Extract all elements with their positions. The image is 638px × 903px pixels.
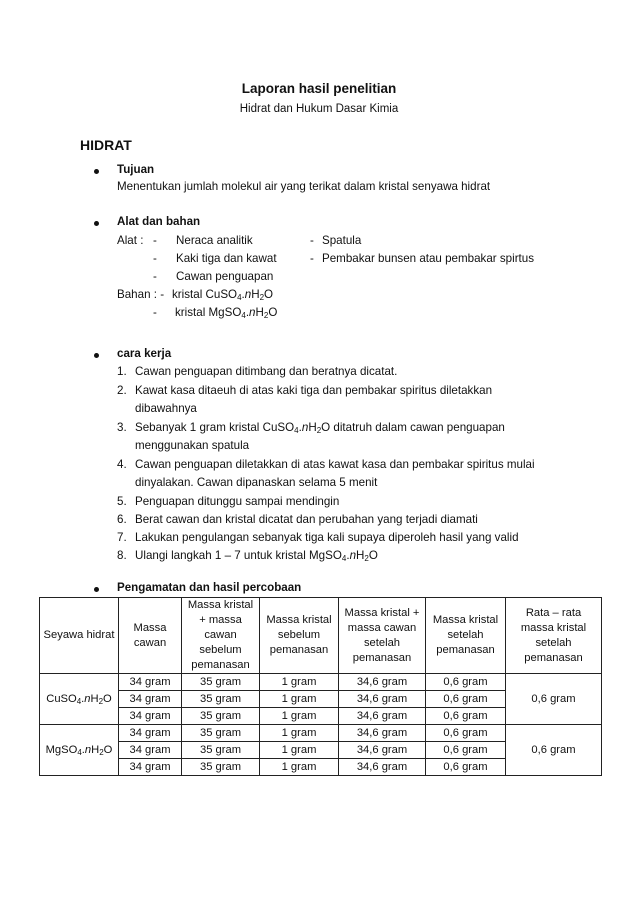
pengamatan-label: Pengamatan dan hasil percobaan xyxy=(117,581,302,594)
table-row xyxy=(40,725,602,742)
list-dash: - xyxy=(310,234,314,247)
bullet-icon xyxy=(94,587,99,592)
alat-item: Spatula xyxy=(322,234,362,247)
table-cell: 35 gram xyxy=(182,674,260,691)
table-cell: 1 gram xyxy=(260,759,339,776)
table-cell: 34 gram xyxy=(119,708,182,725)
average-cell: 0,6 gram xyxy=(506,674,602,725)
list-dash: - xyxy=(310,252,314,265)
list-dash: - xyxy=(153,270,157,283)
step-number: 8. xyxy=(117,549,127,562)
table-cell: 0,6 gram xyxy=(426,725,506,742)
table-cell: 1 gram xyxy=(260,725,339,742)
header-cell: Massa cawan xyxy=(119,598,182,674)
table-cell: 35 gram xyxy=(182,725,260,742)
table-cell: 1 gram xyxy=(260,708,339,725)
list-dash: - xyxy=(153,234,157,247)
step-text: Kawat kasa ditaeuh di atas kaki tiga dan pembakar spiritus diletakkan xyxy=(135,384,493,397)
step-text: dibawahnya xyxy=(135,402,197,415)
step-text: Cawan penguapan diletakkan di atas kawat kasa dan pembakar spiritus mulai xyxy=(135,458,535,471)
step-number: 1. xyxy=(117,365,127,378)
cara-kerja-label: cara kerja xyxy=(117,347,172,360)
bullet-icon xyxy=(94,169,99,174)
alat-item: Kaki tiga dan kawat xyxy=(176,252,277,265)
table-cell: 0,6 gram xyxy=(426,708,506,725)
step-text: dinyalakan. Cawan dipanaskan selama 5 menit xyxy=(135,476,378,489)
tujuan-text: Menentukan jumlah molekul air yang terikat dalam kristal senyawa hidrat xyxy=(117,180,491,193)
alat-prefix: Alat : xyxy=(117,234,144,247)
alat-item: Neraca analitik xyxy=(176,234,253,247)
section-heading: HIDRAT xyxy=(80,137,132,153)
page-subtitle: Hidrat dan Hukum Dasar Kimia xyxy=(239,103,399,115)
table-cell: 35 gram xyxy=(182,708,260,725)
alat-item: Cawan penguapan xyxy=(176,270,274,283)
table-cell: 34,6 gram xyxy=(339,742,426,759)
table-cell: 0,6 gram xyxy=(426,742,506,759)
table-cell: 34 gram xyxy=(119,674,182,691)
step-text: Sebanyak 1 gram kristal $CuSO_4.nH_2O$ ditatruh dalam cawan penguapan xyxy=(135,421,505,435)
table-cell: 34,6 gram xyxy=(339,708,426,725)
table-cell: 0,6 gram xyxy=(426,691,506,708)
table-cell: 34 gram xyxy=(119,725,182,742)
average-cell: 0,6 gram xyxy=(506,725,602,776)
list-dash: - xyxy=(153,306,157,319)
alat-item: Pembakar bunsen atau pembakar spirtus xyxy=(322,252,535,265)
step-text: Penguapan ditunggu sampai mendingin xyxy=(135,495,340,508)
step-number: 2. xyxy=(117,384,127,397)
step-number: 6. xyxy=(117,513,127,526)
step-text: menggunakan spatula xyxy=(135,439,250,452)
table-cell: 1 gram xyxy=(260,691,339,708)
header-cell: Seyawa hidrat xyxy=(40,598,119,674)
table-cell: 35 gram xyxy=(182,691,260,708)
step-text: Lakukan pengulangan sebanyak tiga kali supaya diperoleh hasil yang valid xyxy=(135,531,519,544)
table-header-row xyxy=(40,598,602,674)
bahan-item: kristal $MgSO_4.nH_2O$ xyxy=(175,306,278,320)
table-cell: 34,6 gram xyxy=(339,691,426,708)
alat-bahan-label: Alat dan bahan xyxy=(117,215,201,228)
table-cell: 34 gram xyxy=(119,759,182,776)
bullet-icon xyxy=(94,353,99,358)
page-title: Laporan hasil penelitian xyxy=(241,81,397,96)
step-text: Berat cawan dan kristal dicatat dan perubahan yang terjadi diamati xyxy=(135,513,478,526)
table-cell: 0,6 gram xyxy=(426,674,506,691)
table-cell: 1 gram xyxy=(260,674,339,691)
step-number: 5. xyxy=(117,495,127,508)
step-text: Cawan penguapan ditimbang dan beratnya dicatat. xyxy=(135,365,398,378)
table-cell: 34 gram xyxy=(119,691,182,708)
bahan-prefix: Bahan : - xyxy=(117,288,165,301)
header-cell: Massa kristal + massa cawan setelah pemanasan xyxy=(339,598,426,674)
table-cell: 34,6 gram xyxy=(339,674,426,691)
table-cell: 35 gram xyxy=(182,742,260,759)
results-table xyxy=(39,597,602,776)
compound-cell: $MgSO_4.nH_2O$ xyxy=(40,725,119,776)
step-number: 7. xyxy=(117,531,127,544)
tujuan-label: Tujuan xyxy=(117,163,155,176)
table-cell: 34 gram xyxy=(119,742,182,759)
header-cell: Massa kristal setelah pemanasan xyxy=(426,598,506,674)
table-row xyxy=(40,674,602,691)
table-cell: 0,6 gram xyxy=(426,759,506,776)
bullet-icon xyxy=(94,221,99,226)
header-cell: Massa kristal + massa cawan sebelum pemanasan xyxy=(182,598,260,674)
table-cell: 34,6 gram xyxy=(339,725,426,742)
step-number: 4. xyxy=(117,458,127,471)
list-dash: - xyxy=(153,252,157,265)
table-cell: 35 gram xyxy=(182,759,260,776)
header-cell: Rata – rata massa kristal setelah pemanasan xyxy=(506,598,602,674)
bahan-item: kristal $CuSO_4.nH_2O$ xyxy=(172,288,274,302)
step-number: 3. xyxy=(117,421,127,434)
header-cell: Massa kristal sebelum pemanasan xyxy=(260,598,339,674)
table-cell: 1 gram xyxy=(260,742,339,759)
table-cell: 34,6 gram xyxy=(339,759,426,776)
step-text: Ulangi langkah 1 – 7 untuk kristal $MgSO_4.nH_2O$ xyxy=(135,549,378,563)
compound-cell: $CuSO_4.nH_2O$ xyxy=(40,674,119,725)
